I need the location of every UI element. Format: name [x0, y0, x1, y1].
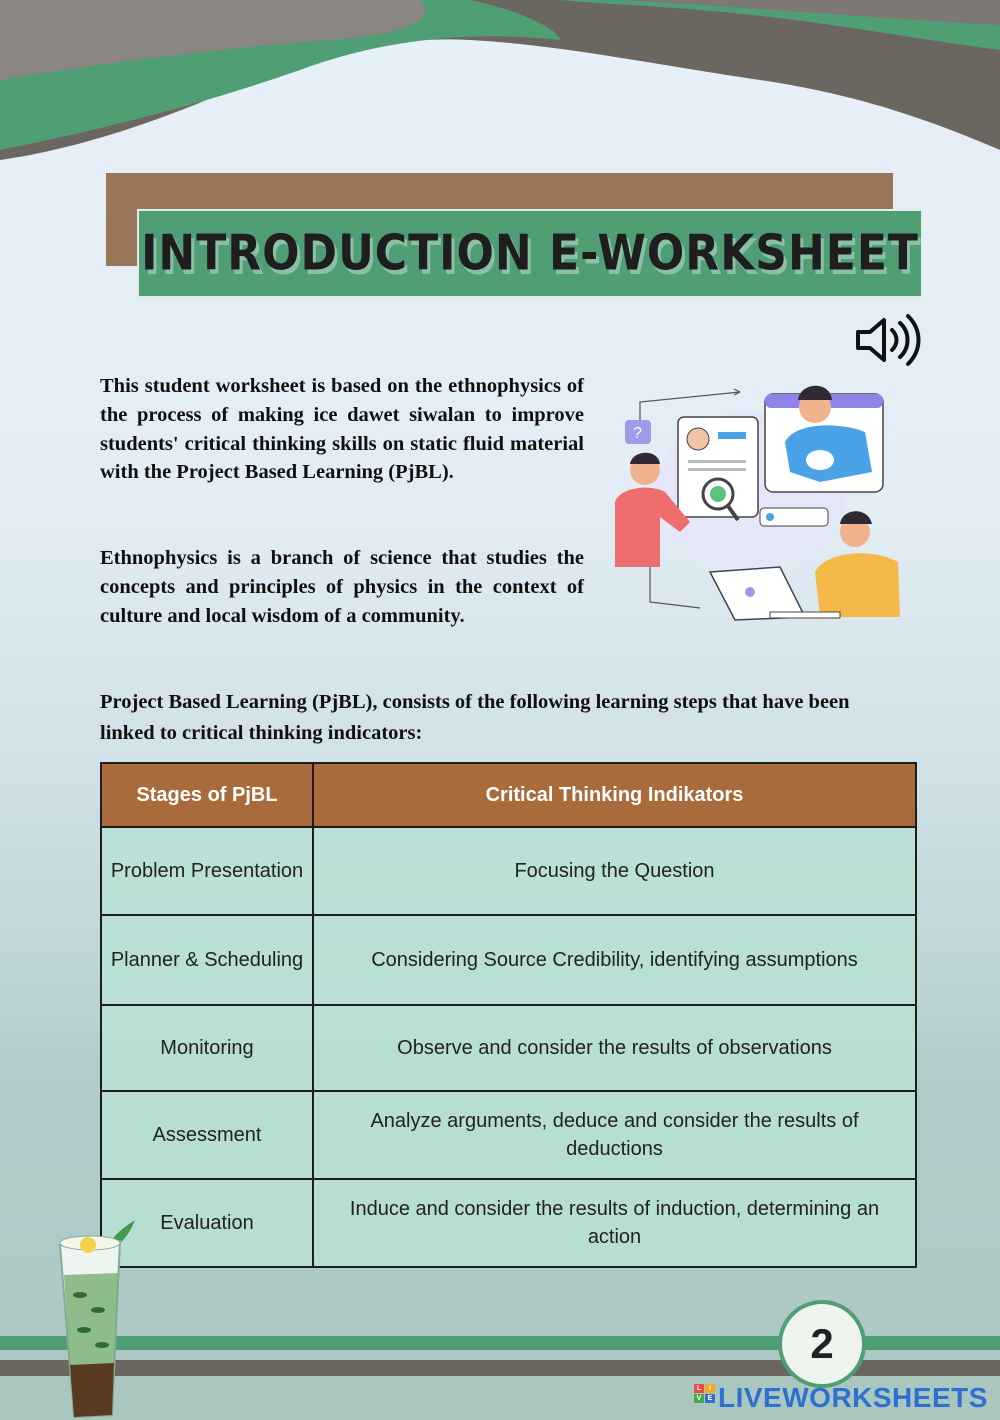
brand-badge-letter: V [694, 1394, 704, 1403]
brand-badge-letter: L [694, 1384, 704, 1393]
pjbl-paragraph: Project Based Learning (PjBL), consists of the following learning steps that have been linked to critical thinking indicators: [100, 691, 850, 744]
brand-badge-letter: I [705, 1384, 715, 1393]
table-row [101, 1179, 916, 1267]
stage-cell: Assessment [101, 1091, 313, 1179]
brand-badge [694, 1384, 714, 1412]
indicator-cell: Observe and consider the results of observations [313, 1005, 916, 1091]
indicator-cell: Induce and consider the results of induction, determining an action [313, 1179, 916, 1267]
table-row [101, 915, 916, 1005]
brand-logo[interactable] [694, 1381, 988, 1415]
header-stages: Stages of PjBL [101, 763, 313, 827]
ice-dawet-glass-icon [40, 1215, 150, 1420]
page-number: 2 [778, 1300, 866, 1388]
page-title: INTRODUCTION E-WORKSHEET [141, 224, 919, 283]
table-row [101, 1091, 916, 1179]
header-indicators: Critical Thinking Indikators [313, 763, 916, 827]
stage-cell: Planner & Scheduling [101, 915, 313, 1005]
indicator-cell: Considering Source Credibility, identifying assumptions [313, 915, 916, 1005]
svg-text:?: ? [633, 425, 642, 442]
pjbl-table [100, 762, 917, 1268]
intro-paragraph: This student worksheet is based on the ethnophysics of the process of making ice dawet siwalan to improve students' critical thinking skills on static fluid material with the Project Based Learning (PjBL). [100, 375, 584, 484]
table-row [101, 1005, 916, 1091]
title-banner [137, 209, 923, 298]
table-header-row [101, 763, 916, 827]
brand-name: LIVEWORKSHEETS [718, 1382, 988, 1413]
stage-cell: Evaluation [101, 1179, 313, 1267]
brand-badge-letter: E [705, 1394, 715, 1403]
table-row [101, 827, 916, 915]
ethnophysics-paragraph: Ethnophysics is a branch of science that studies the concepts and principles of physics in the context of culture and local wisdom of a community. [100, 547, 584, 627]
indicator-cell: Focusing the Question [313, 827, 916, 915]
stage-cell: Problem Presentation [101, 827, 313, 915]
speaker-icon[interactable] [852, 312, 922, 368]
stage-cell: Monitoring [101, 1005, 313, 1091]
indicator-cell: Analyze arguments, deduce and consider the results of deductions [313, 1091, 916, 1179]
collaboration-illustration [600, 372, 910, 622]
